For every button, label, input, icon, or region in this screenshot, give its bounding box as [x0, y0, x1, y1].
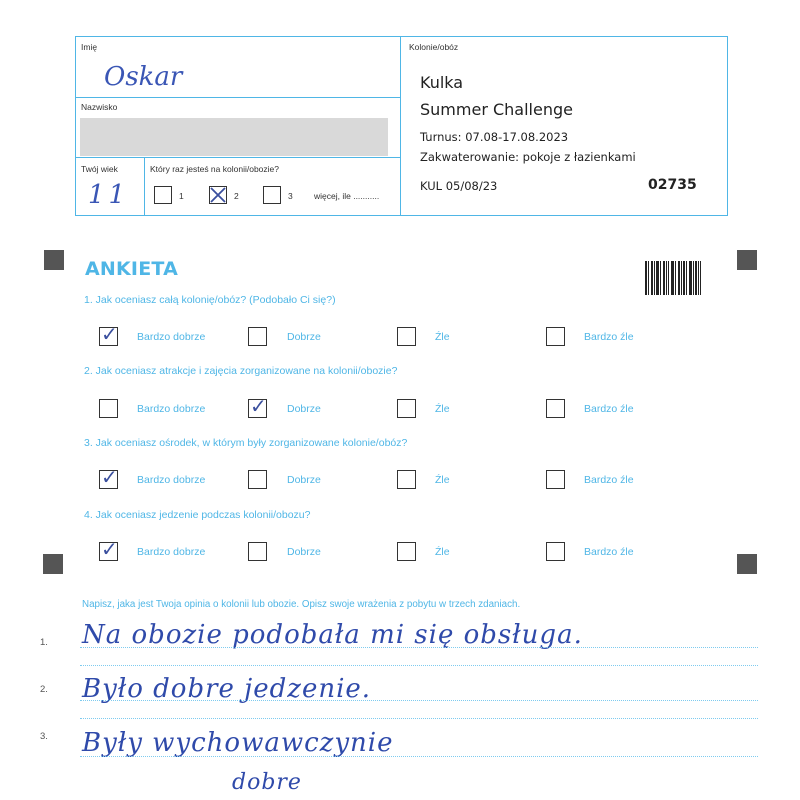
q1-option-bad-label: Źle	[435, 331, 450, 343]
answer-3: Były wychowawczynie	[82, 728, 394, 758]
question-4: 4. Jak oceniasz jedzenie podczas kolonii/obozu?	[84, 509, 311, 521]
check-mark-icon: ✓	[101, 537, 118, 561]
q1-option-good[interactable]	[248, 327, 267, 346]
registration-marker-bottom-left	[43, 554, 63, 574]
q2-option-bad-label: Źle	[435, 403, 450, 415]
barcode-icon	[645, 261, 701, 295]
age-divider	[144, 157, 145, 216]
camp-name: Kulka	[420, 73, 464, 92]
turnus-dates: Turnus: 07.08-17.08.2023	[420, 130, 569, 144]
q2-option-good-label: Dobrze	[287, 403, 321, 415]
camp-code: KUL 05/08/23	[420, 179, 498, 193]
question-3: 3. Jak oceniasz ośrodek, w którym były zorganizowane kolonie/obóz?	[84, 437, 408, 449]
question-2: 2. Jak oceniasz atrakcje i zajęcia zorganizowane na kolonii/obozie?	[84, 365, 398, 377]
q4-option-bad[interactable]	[397, 542, 416, 561]
q4-option-very-good-label: Bardzo dobrze	[137, 546, 206, 558]
surname-redaction	[80, 118, 388, 156]
answer-line-1b	[80, 665, 758, 666]
survey-title: ANKIETA	[85, 258, 178, 280]
q3-option-good-label: Dobrze	[287, 474, 321, 486]
q1-option-very-good-label: Bardzo dobrze	[137, 331, 206, 343]
q1-option-very-bad[interactable]	[546, 327, 565, 346]
opinion-prompt: Napisz, jaka jest Twoja opinia o kolonii lub obozie. Opisz swoje wrażenia z pobytu w trzech zdaniach.	[82, 599, 521, 610]
q3-option-very-good-label: Bardzo dobrze	[137, 474, 206, 486]
answer-3-continuation: dobre	[232, 770, 302, 795]
times-checkbox-2[interactable]	[209, 186, 227, 204]
header-row-line-1	[75, 97, 401, 98]
q1-option-very-good[interactable]	[99, 322, 118, 346]
accommodation: Zakwaterowanie: pokoje z łazienkami	[420, 150, 636, 164]
form-number: 02735	[648, 177, 697, 193]
times-more-label: więcej, ile ...........	[314, 191, 380, 201]
q4-option-very-bad[interactable]	[546, 542, 565, 561]
q2-option-good[interactable]	[248, 394, 267, 418]
q4-option-good-label: Dobrze	[287, 546, 321, 558]
q3-option-very-bad[interactable]	[546, 470, 565, 489]
q3-option-very-bad-label: Bardzo źle	[584, 474, 634, 486]
q4-option-bad-label: Źle	[435, 546, 450, 558]
first-name-value: Oskar	[104, 62, 183, 92]
q4-option-very-bad-label: Bardzo źle	[584, 546, 634, 558]
q2-option-very-good-label: Bardzo dobrze	[137, 403, 206, 415]
first-name-label: Imię	[81, 42, 98, 52]
cross-mark-icon	[209, 186, 227, 204]
q3-option-bad[interactable]	[397, 470, 416, 489]
check-mark-icon: ✓	[250, 394, 267, 418]
q3-option-very-good[interactable]	[99, 465, 118, 489]
answer-line-number-2: 2.	[40, 684, 48, 695]
q4-option-very-good[interactable]	[99, 537, 118, 561]
q3-option-bad-label: Źle	[435, 474, 450, 486]
question-1: 1. Jak oceniasz całą kolonię/obóz? (Podobało Ci się?)	[84, 294, 336, 306]
times-option-3: 3	[288, 191, 293, 201]
times-option-2: 2	[234, 191, 239, 201]
age-value: 11	[88, 180, 130, 210]
check-mark-icon: ✓	[101, 322, 118, 346]
answer-1: Na obozie podobała mi się obsługa.	[82, 620, 583, 650]
age-label: Twój wiek	[81, 164, 118, 174]
answer-line-2[interactable]	[80, 700, 758, 701]
times-checkbox-1[interactable]	[154, 186, 172, 204]
header-divider	[400, 36, 401, 216]
registration-marker-top-right	[737, 250, 757, 270]
answer-line-1[interactable]	[80, 647, 758, 648]
answer-line-3[interactable]	[80, 756, 758, 757]
q1-option-very-bad-label: Bardzo źle	[584, 331, 634, 343]
q2-option-very-bad-label: Bardzo źle	[584, 403, 634, 415]
q3-option-good[interactable]	[248, 470, 267, 489]
q2-option-bad[interactable]	[397, 399, 416, 418]
answer-line-number-1: 1.	[40, 637, 48, 648]
q2-option-very-good[interactable]	[99, 399, 118, 418]
q1-option-good-label: Dobrze	[287, 331, 321, 343]
check-mark-icon: ✓	[101, 465, 118, 489]
registration-marker-top-left	[44, 250, 64, 270]
answer-2: Było dobre jedzenie.	[82, 674, 372, 704]
surname-label: Nazwisko	[81, 102, 118, 112]
answer-line-2b	[80, 718, 758, 719]
times-label: Który raz jesteś na kolonii/obozie?	[150, 164, 279, 174]
camp-label: Kolonie/obóz	[409, 42, 459, 52]
q4-option-good[interactable]	[248, 542, 267, 561]
answer-line-number-3: 3.	[40, 731, 48, 742]
times-checkbox-3[interactable]	[263, 186, 281, 204]
times-option-1: 1	[179, 191, 184, 201]
registration-marker-bottom-right	[737, 554, 757, 574]
q1-option-bad[interactable]	[397, 327, 416, 346]
camp-subname: Summer Challenge	[420, 100, 573, 119]
q2-option-very-bad[interactable]	[546, 399, 565, 418]
header-row-line-2	[75, 157, 401, 158]
